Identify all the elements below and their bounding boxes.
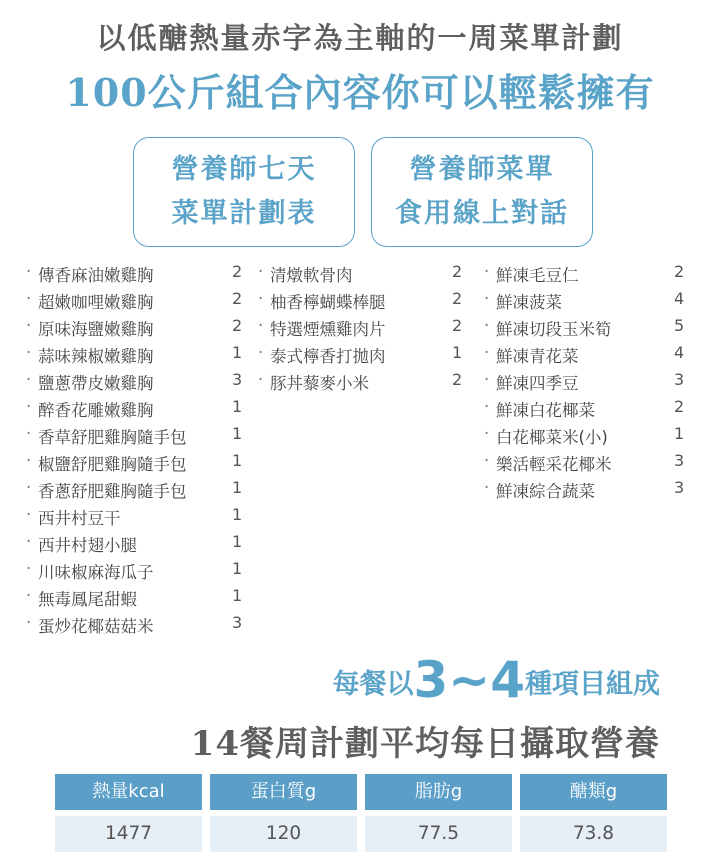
menu-item-quantity: 1: [232, 397, 243, 416]
meal-prefix: 每餐以: [332, 669, 414, 700]
menu-item-name: 樂活輕采花椰米: [496, 455, 612, 474]
menu-item-quantity: 1: [232, 559, 243, 578]
bullet-icon: ·: [484, 397, 490, 416]
menu-item-name: 香蔥舒肥雞胸隨手包: [38, 482, 187, 501]
menu-item-quantity: 5: [674, 316, 685, 335]
bullet-icon: ·: [26, 586, 32, 605]
menu-item-name: 西井村豆干: [38, 509, 121, 528]
menu-item-quantity: 4: [674, 343, 685, 362]
bullet-icon: ·: [484, 343, 490, 362]
feature-box-plan-line1: 營養師七天: [171, 154, 317, 185]
menu-item-name: 豚丼藜麥小米: [270, 374, 369, 393]
bullet-icon: ·: [484, 289, 490, 308]
bullet-icon: ·: [26, 397, 32, 416]
menu-item-name: 蒜味辣椒嫩雞胸: [38, 347, 154, 366]
menu-item-name: 鹽蔥帶皮嫩雞胸: [38, 374, 154, 393]
nutrition-value-carbs: 73.8: [520, 816, 667, 852]
bullet-icon: ·: [484, 262, 490, 281]
bullet-icon: ·: [26, 478, 32, 497]
menu-item-quantity: 2: [232, 316, 243, 335]
menu-item-quantity: 2: [232, 262, 243, 281]
feature-box-plan: [133, 137, 355, 247]
bullet-icon: ·: [26, 559, 32, 578]
bullet-icon: ·: [484, 424, 490, 443]
meal-range: 3~4: [413, 651, 525, 709]
headline-title: 100公斤組合內容你可以輕鬆擁有: [65, 70, 655, 115]
menu-item-name: 香草舒肥雞胸隨手包: [38, 428, 187, 447]
menu-item-quantity: 1: [232, 424, 243, 443]
feature-box-chat: [371, 137, 593, 247]
bullet-icon: ·: [484, 316, 490, 335]
menu-item-quantity: 2: [232, 289, 243, 308]
menu-item-name: 西井村翅小腿: [38, 536, 137, 555]
menu-item-name: 鮮凍毛豆仁: [496, 266, 579, 285]
feature-box-chat-line1: 營養師菜單: [409, 154, 555, 185]
nutrition-header-carbs: 醣類g: [520, 774, 667, 810]
menu-item-quantity: 2: [674, 397, 685, 416]
bullet-icon: ·: [258, 316, 264, 335]
bullet-icon: ·: [26, 613, 32, 632]
bullet-icon: ·: [26, 289, 32, 308]
feature-box-chat-line2: 食用線上對話: [395, 198, 569, 229]
menu-item-quantity: 1: [232, 505, 243, 524]
menu-item-quantity: 1: [232, 532, 243, 551]
menu-item-name: 特選煙燻雞肉片: [270, 320, 386, 339]
bullet-icon: ·: [26, 505, 32, 524]
bullet-icon: ·: [258, 289, 264, 308]
bullet-icon: ·: [484, 478, 490, 497]
bullet-icon: ·: [258, 370, 264, 389]
menu-item-name: 無毒鳳尾甜蝦: [38, 590, 137, 609]
nutrition-header-protein: 蛋白質g: [210, 774, 357, 810]
menu-item-quantity: 1: [452, 343, 463, 362]
feature-box-plan-line2: 菜單計劃表: [171, 198, 317, 229]
menu-item-quantity: 1: [232, 586, 243, 605]
meal-suffix: 種項目組成: [525, 669, 660, 700]
bullet-icon: ·: [26, 424, 32, 443]
menu-item-quantity: 3: [674, 370, 685, 389]
menu-item-name: 鮮凍菠菜: [496, 293, 562, 312]
menu-item-name: 清燉軟骨肉: [270, 266, 353, 285]
menu-item-name: 醉香花雕嫩雞胸: [38, 401, 154, 420]
menu-item-name: 蛋炒花椰菇菇米: [38, 617, 154, 636]
menu-item-name: 椒鹽舒肥雞胸隨手包: [38, 455, 187, 474]
menu-item-name: 鮮凍綜合蔬菜: [496, 482, 595, 501]
menu-item-quantity: 3: [674, 478, 685, 497]
menu-item-quantity: 3: [232, 370, 243, 389]
menu-item-name: 鮮凍青花菜: [496, 347, 579, 366]
menu-item-name: 原味海鹽嫩雞胸: [38, 320, 154, 339]
meal-composition: [0, 651, 660, 709]
menu-item-name: 鮮凍四季豆: [496, 374, 579, 393]
nutrition-header-fat: 脂肪g: [365, 774, 512, 810]
menu-item-quantity: 2: [452, 370, 463, 389]
nutrition-value-fat: 77.5: [365, 816, 512, 852]
bullet-icon: ·: [484, 370, 490, 389]
nutrition-header-calories: 熱量kcal: [55, 774, 202, 810]
menu-item-quantity: 1: [674, 424, 685, 443]
menu-item-name: 鮮凍白花椰菜: [496, 401, 595, 420]
menu-item-name: 傳香麻油嫩雞胸: [38, 266, 154, 285]
menu-item-name: 川味椒麻海瓜子: [38, 563, 154, 582]
bullet-icon: ·: [26, 451, 32, 470]
menu-item-quantity: 4: [674, 289, 685, 308]
menu-item-quantity: 3: [674, 451, 685, 470]
bullet-icon: ·: [258, 343, 264, 362]
bullet-icon: ·: [26, 262, 32, 281]
menu-item-name: 超嫩咖哩嫩雞胸: [38, 293, 154, 312]
nutrition-value-calories: 1477: [55, 816, 202, 852]
bullet-icon: ·: [26, 532, 32, 551]
bullet-icon: ·: [258, 262, 264, 281]
menu-item-quantity: 1: [232, 451, 243, 470]
bullet-icon: ·: [26, 370, 32, 389]
menu-item-quantity: 2: [452, 316, 463, 335]
menu-item-name: 鮮凍切段玉米筍: [496, 320, 612, 339]
bullet-icon: ·: [484, 451, 490, 470]
bullet-icon: ·: [26, 343, 32, 362]
headline-subtitle: 以低醣熱量赤字為主軸的一周菜單計劃: [96, 21, 624, 55]
bullet-icon: ·: [26, 316, 32, 335]
menu-item-quantity: 3: [232, 613, 243, 632]
menu-item-quantity: 2: [452, 262, 463, 281]
nutrition-value-protein: 120: [210, 816, 357, 852]
menu-item-quantity: 1: [232, 478, 243, 497]
menu-item-quantity: 2: [452, 289, 463, 308]
plan-heading: 14餐周計劃平均每日攝取營養: [190, 724, 660, 764]
menu-item-name: 泰式檸香打拋肉: [270, 347, 386, 366]
menu-item-name: 白花椰菜米(小): [496, 428, 608, 447]
menu-item-name: 柚香檸蝴蝶棒腿: [270, 293, 386, 312]
menu-item-quantity: 2: [674, 262, 685, 281]
menu-item-quantity: 1: [232, 343, 243, 362]
